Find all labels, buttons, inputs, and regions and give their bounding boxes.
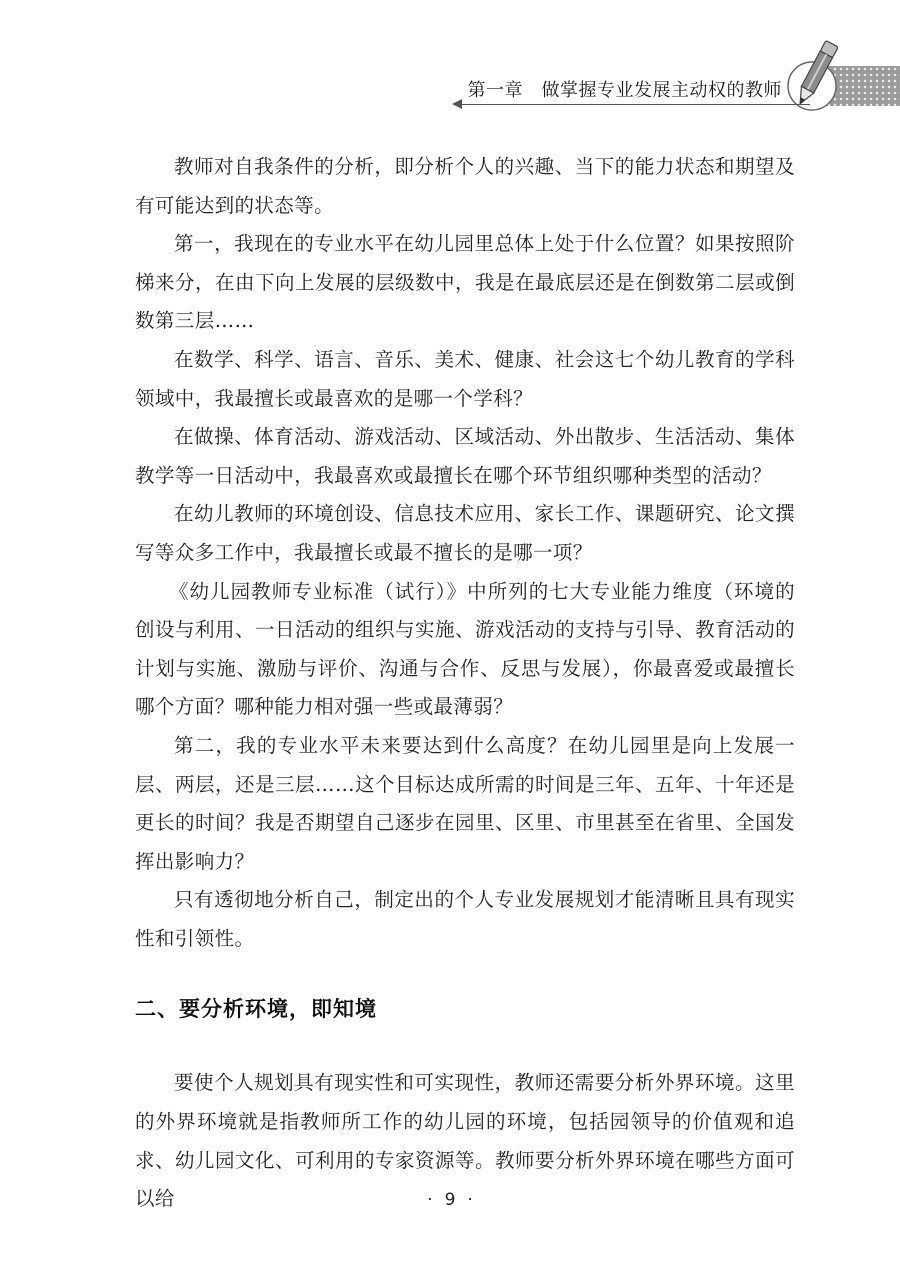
page-footer: [0, 1190, 900, 1210]
paragraph-self-analysis: 教师对自我条件的分析，即分析个人的兴趣、当下的能力状态和期望及有可能达到的状态等。: [135, 155, 795, 217]
header-divider: [458, 104, 810, 105]
paragraph-environment: 要使个人规划具有现实性和可实现性，教师还需要分析外界环境。这里的外界环境就是指教师所工作的幼儿园的环境，包括园领导的价值观和追求、幼儿园文化、可利用的专家资源等。教师要分析外界环境在哪些方面可以给: [135, 1071, 795, 1211]
paragraph-work-tasks: 在幼儿教师的环境创设、信息技术应用、家长工作、课题研究、论文撰写等众多工作中，我最擅长或最不擅长的是哪一项？: [135, 502, 795, 564]
page-number: 9: [444, 1190, 456, 1210]
page-header: [0, 0, 900, 110]
paragraph-conclusion: 只有透彻地分析自己，制定出的个人专业发展规划才能清晰且具有现实性和引领性。: [135, 888, 795, 950]
paragraph-second-question: 第二，我的专业水平未来要达到什么高度？在幼儿园里是向上发展一层、两层，还是三层……这个目标达成所需的时间是三年、五年、十年还是更长的时间？我是否期望自己逐步在园里、区里、市里甚至在省里、全国发挥出影响力？: [135, 733, 795, 873]
footer-dot-right: ·: [467, 1190, 473, 1210]
paragraph-subject-areas: 在数学、科学、语言、音乐、美术、健康、社会这七个幼儿教育的学科领域中，我最擅长或最喜欢的是哪一个学科？: [135, 347, 795, 410]
paragraph-professional-standards: 《幼儿园教师专业标准（试行）》中所列的七大专业能力维度（环境的创设与利用、一日活动的组织与实施、游戏活动的支持与引导、教育活动的计划与实施、激励与评价、沟通与合作、反思与发展），你最喜爱或最擅长哪个方面？哪种能力相对强一些或最薄弱？: [135, 579, 795, 719]
paragraph-first-question: 第一，我现在的专业水平在幼儿园里总体上处于什么位置？如果按照阶梯来分，在由下向上发展的层级数中，我是在最底层还是在倒数第二层或倒数第三层……: [135, 232, 795, 333]
page-body: [135, 148, 795, 1219]
footer-dot-left: ·: [427, 1190, 433, 1210]
pencil-icon: [786, 36, 846, 114]
paragraph-daily-activities: 在做操、体育活动、游戏活动、区域活动、外出散步、生活活动、集体教学等一日活动中，我最喜欢或最擅长在哪个环节组织哪种类型的活动？: [135, 425, 795, 487]
section-heading: 二、要分析环境，即知境: [135, 997, 377, 1022]
chapter-title: 第一章 做掌握专业发展主动权的教师: [467, 80, 782, 101]
